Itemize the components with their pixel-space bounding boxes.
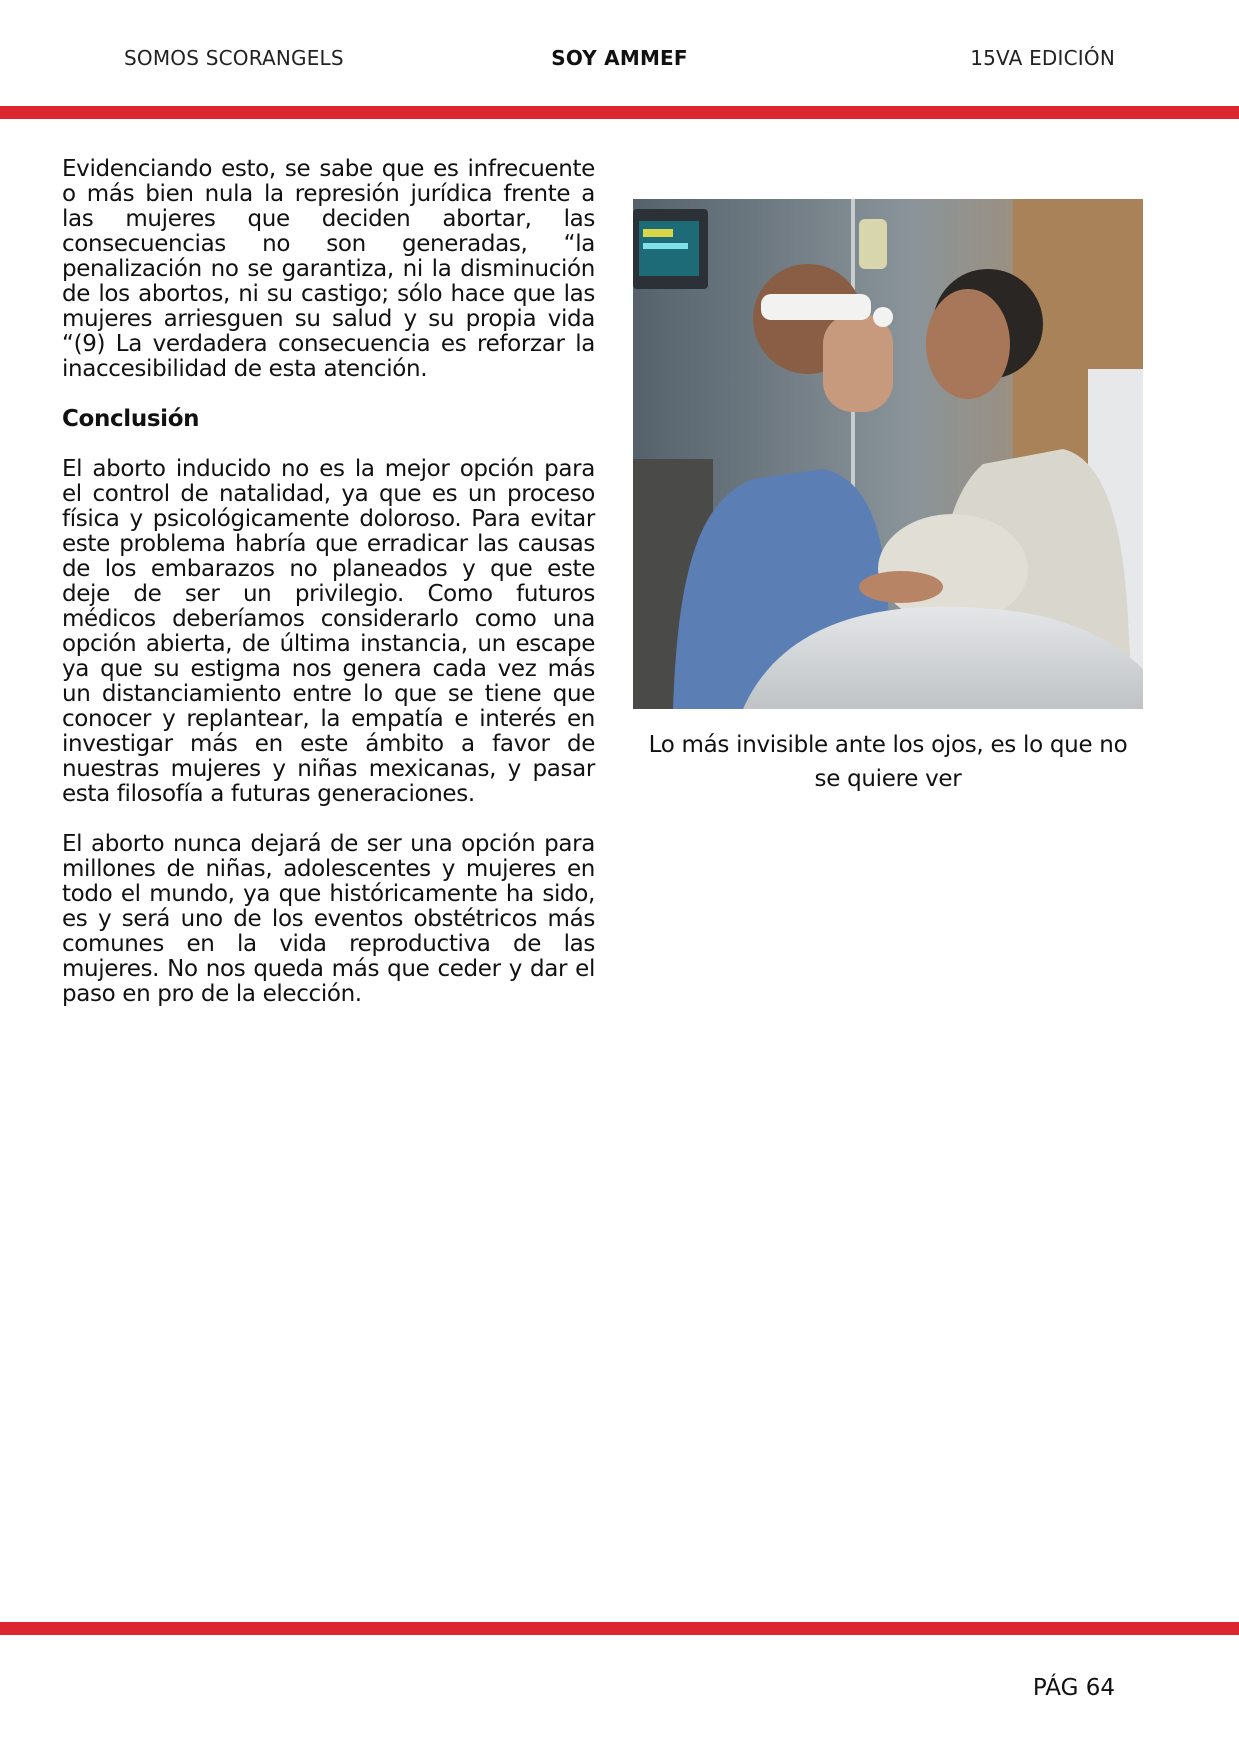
page-number: PÁG 64 [1032,1675,1115,1701]
footer-accent-bar [0,1622,1239,1635]
section-heading: Conclusión [62,406,200,432]
article-photo [633,199,1143,709]
header-accent-bar [0,106,1239,119]
paragraph-2: El aborto inducido no es la mejor opción para el control de natalidad, ya que es un proceso física y psicológicamente doloroso. Para evitar este problema habría que erradicar las causas de los embarazos no planeados y que este deje de ser un privilegio. Como futuros médicos deberíamos considerarlo como una opción abierta, de última instancia, un escape ya que su estigma nos genera cada vez más un distanciamiento entre lo que se tiene que conocer y replantear, la empatía e interés en investigar más en este ámbito a favor de nuestras mujeres y niñas mexicanas, y pasar esta filosofía a futuras generaciones. [62,456,595,807]
photo-caption: Lo más invisible ante los ojos, es lo que no se quiere ver [648,732,1128,792]
paragraph-3: El aborto nunca dejará de ser una opción para millones de niñas, adolescentes y mujeres en todo el mundo, ya que históricamente ha sido, es y será uno de los eventos obstétricos más comunes en la vida reproductiva de las mujeres. No nos queda más que ceder y dar el paso en pro de la elección. [62,831,595,1007]
paragraph-1: Evidenciando esto, se sabe que es infrecuente o más bien nula la represión jurídica frente a las mujeres que deciden abortar, las consecuencias no son generadas, “la penalización no se garantiza, ni la disminución de los abortos, ni su castigo; sólo hace que las mujeres arriesguen su salud y su propia vida “(9) La verdadera consecuencia es reforzar la inaccesibilidad de esta atención. [62,156,595,382]
header-center-title: SOY AMMEF [551,46,688,70]
article-body [62,157,595,1032]
header-left-title: SOMOS SCORANGELS [124,46,344,70]
hospital-scene-illustration [633,199,1143,709]
header-edition: 15VA EDICIÓN [970,46,1115,70]
